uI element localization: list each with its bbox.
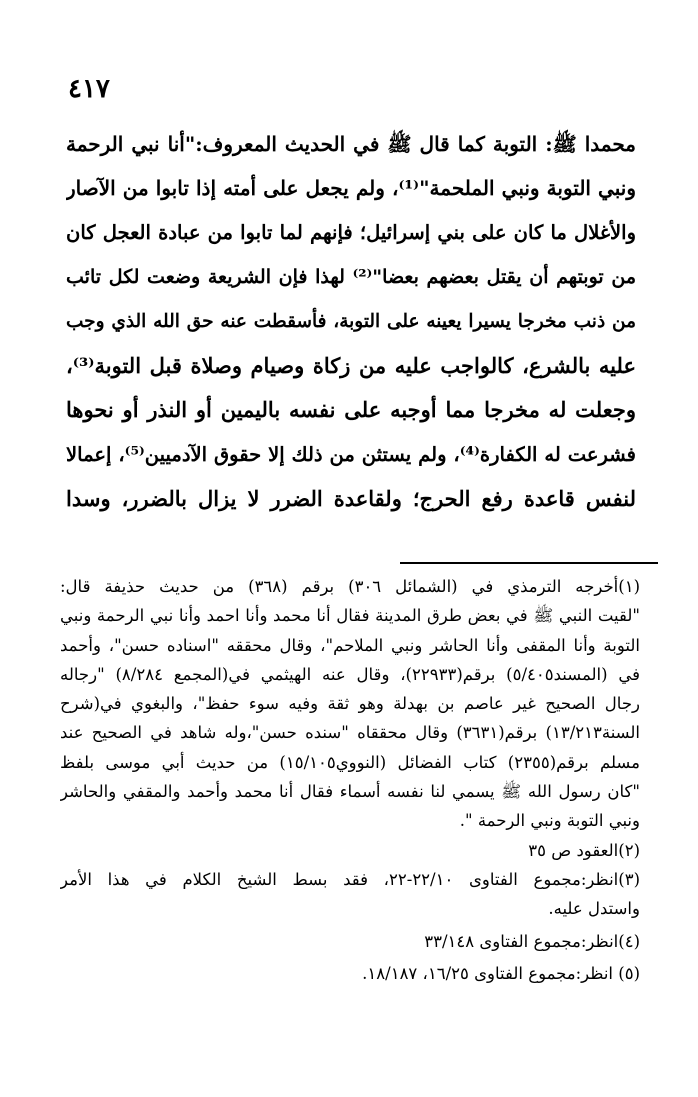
footnote-1-line: في (المسند٥/٤٠٥) برقم(٢٢٩٣٣)، وقال عنه الهيثمي في(المجمع ٨/٢٨٤) "رجاله bbox=[60, 664, 640, 684]
main-text-line: من توبتهم أن يقتل بعضهم بعضا"⁽²⁾ لهذا فإن الشريعة وضعت لكل تائب bbox=[66, 266, 636, 289]
footnote-5: (٥) انظر:مجموع الفتاوى ١٦/٢٥، ١٨/١٨٧. bbox=[362, 963, 640, 983]
main-text-line: ونبي التوبة ونبي الملحمة"⁽¹⁾، ولم يجعل على أمته إذا تابوا من الآصار bbox=[66, 176, 636, 201]
footnote-1-line: "لقيت النبي ﷺ في بعض طرق المدينة فقال أنا محمد وأنا احمد وأنا نبي الرحمة ونبي bbox=[60, 606, 640, 626]
main-text-line: من ذنب مخرجا يسيرا يعينه على التوبة، فأسقطت عنه حق الله الذي وجب bbox=[66, 310, 636, 332]
footnote-4: (٤)انظر:مجموع الفتاوى ٣٣/١٤٨ bbox=[424, 931, 640, 951]
footnotes bbox=[60, 572, 640, 988]
main-text-line: والأغلال ما كان على بني إسرائيل؛ فإنهم لما تابوا من عبادة العجل كان bbox=[66, 220, 636, 244]
footnote-1-line: التوبة وأنا المقفى وأنا الحاشر ونبي الملاحم"، وقال محققه "اسناده حسن"، وأحمد bbox=[60, 635, 640, 655]
footnote-1-line: ونبي التوبة ونبي الرحمة ". bbox=[459, 811, 640, 831]
footnote-separator bbox=[400, 562, 658, 564]
page-number: ٤١٧ bbox=[68, 74, 110, 104]
footnote-1-line: السنة١٣/٢١٣) برقم(٣٦٣١) وقال محققاه "سنده حسن"،وله شاهد في الصحيح عند bbox=[60, 723, 640, 743]
main-text-line: لنفس قاعدة رفع الحرج؛ ولقاعدة الضرر لا يزال بالضرر، وسدا bbox=[66, 486, 636, 512]
main-text bbox=[66, 122, 636, 522]
main-text-line: عليه بالشرع، كالواجب عليه من زكاة وصيام وصلاة قبل التوبة⁽³⁾، bbox=[66, 352, 636, 378]
main-text-line: محمدا ﷺ: التوبة كما قال ﷺ في الحديث المعروف:"أنا نبي الرحمة bbox=[66, 132, 636, 156]
footnote-3-line: واستدل عليه. bbox=[548, 899, 640, 919]
footnote-1-line: "كان رسول الله ﷺ يسمي لنا نفسه أسماء فقال أنا محمد وأحمد والمقفي والحاشر bbox=[60, 782, 640, 802]
footnote-1-line: رجال الصحيح غير عاصم بن بهدلة وهو ثقة وفيه سوء حفظ"، والبغوي في(شرح bbox=[60, 694, 640, 714]
footnote-2: (٢)العقود ص ٣٥ bbox=[528, 840, 640, 860]
main-text-line: وجعلت له مخرجا مما أوجبه على نفسه باليمين أو النذر أو نحوها bbox=[66, 397, 636, 423]
footnote-1-line: (١)أخرجه الترمذي في (الشمائل ٣٠٦) برقم (٣٦٨) من حديث حذيفة قال: bbox=[60, 577, 640, 596]
footnote-1-line: مسلم برقم(٢٣٥٥) كتاب الفضائل (النووي١٥/١٠٥) من حديث أبي موسى بلفظ bbox=[60, 752, 640, 772]
footnote-3-line: (٣)انظر:مجموع الفتاوى ٢٢/١٠-٢٢، فقد بسط الشيخ الكلام في هذا الأمر bbox=[60, 869, 640, 889]
main-text-line: فشرعت له الكفارة⁽⁴⁾، ولم يستثن من ذلك إلا حقوق الآدميين⁽⁵⁾، إعمالا bbox=[66, 442, 636, 466]
